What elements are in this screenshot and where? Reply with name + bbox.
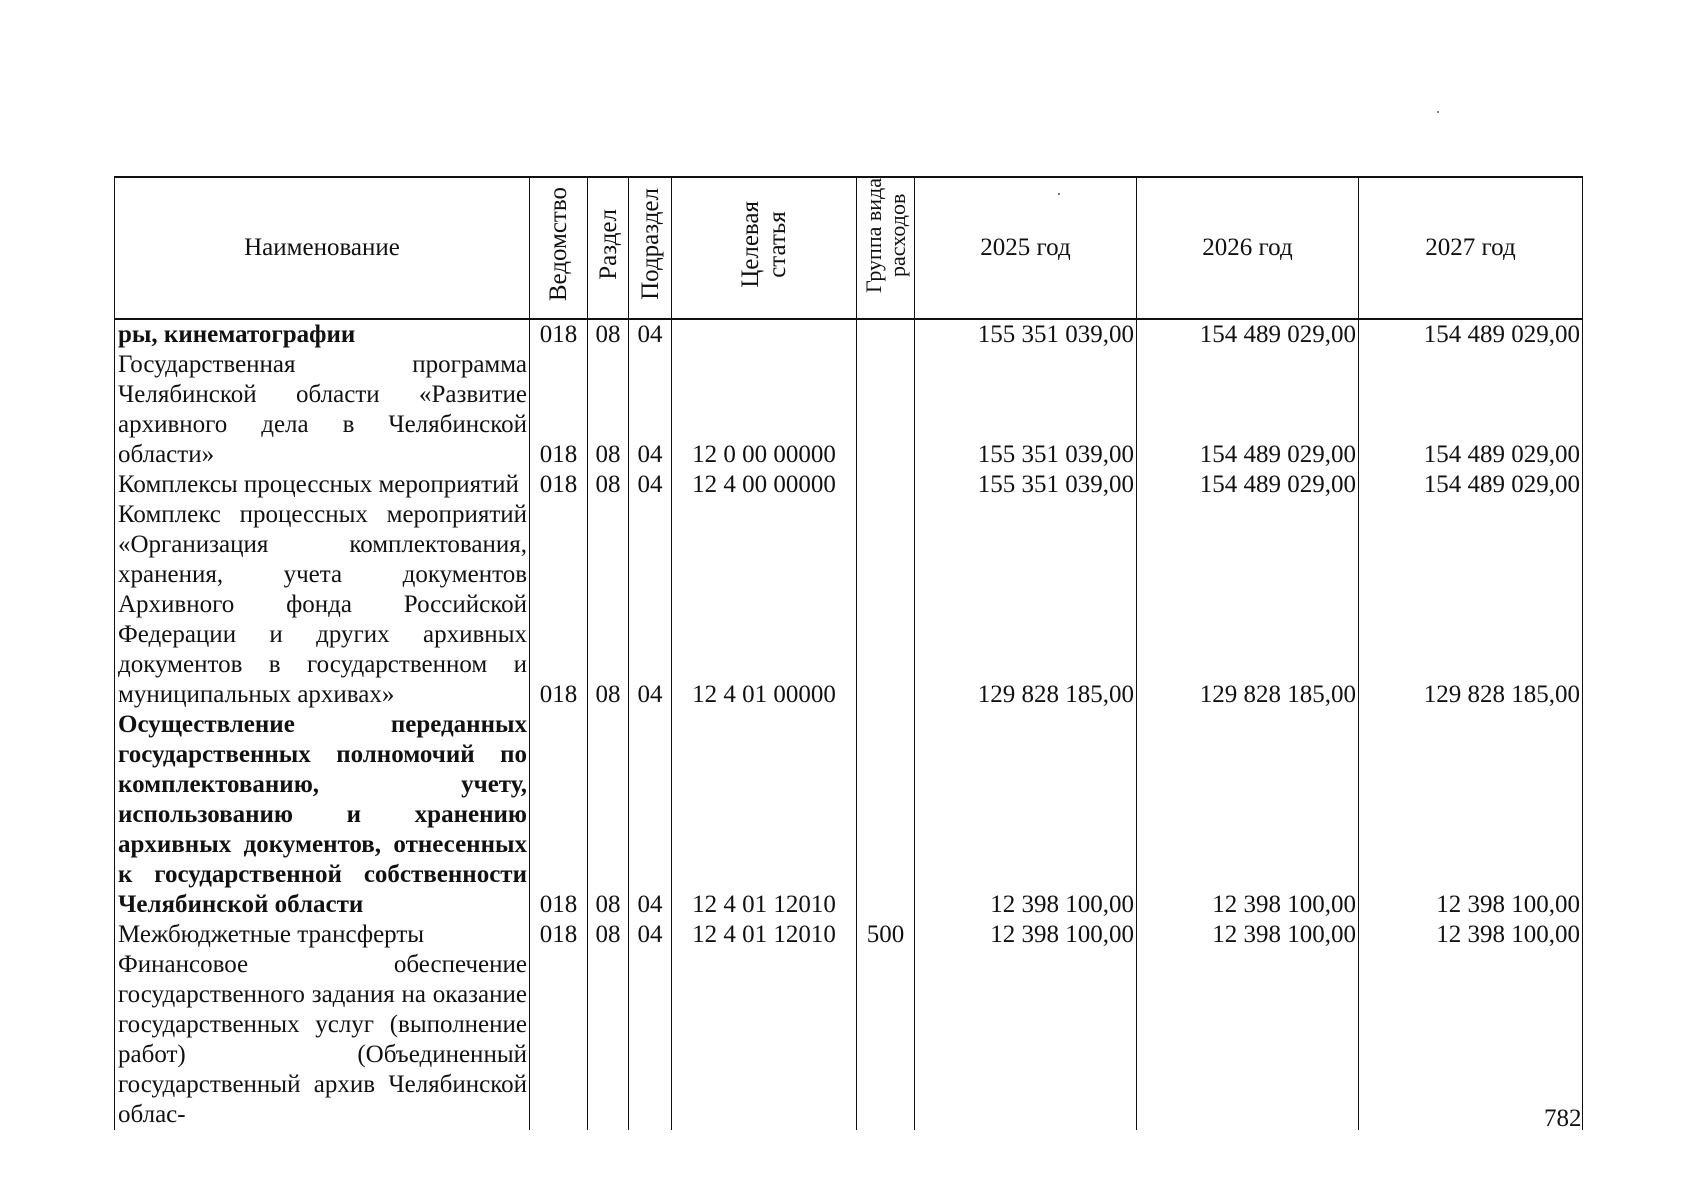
row-name: Осуществление переданных государственных полномочий по комплектованию, учету, использованию и хранению архивных документов, отнесенных к государственной собственности Челябинской области xyxy=(115,710,530,920)
row-2025: 155 351 039,00 xyxy=(915,319,1137,350)
table-row xyxy=(115,920,1583,950)
header-2027: 2027 год xyxy=(1359,177,1583,319)
row-2026: 154 489 029,00 xyxy=(1137,470,1359,500)
row-2026 xyxy=(1137,950,1359,1130)
table-row xyxy=(115,350,1583,470)
row-vedomstvo: 018 xyxy=(530,470,588,500)
row-podrazdel: 04 xyxy=(629,500,672,710)
row-podrazdel xyxy=(629,950,672,1130)
row-podrazdel: 04 xyxy=(629,319,672,350)
row-gruppa xyxy=(857,350,915,470)
row-gruppa xyxy=(857,500,915,710)
row-2027: 12 398 100,00 xyxy=(1359,920,1583,950)
row-2025: 12 398 100,00 xyxy=(915,920,1137,950)
table-row xyxy=(115,950,1583,1130)
row-gruppa xyxy=(857,470,915,500)
row-name: Комплексы процессных мероприятий xyxy=(115,470,530,500)
header-vedomstvo: Ведомство xyxy=(530,177,588,319)
row-gruppa xyxy=(857,950,915,1130)
row-podrazdel: 04 xyxy=(629,350,672,470)
row-2026: 12 398 100,00 xyxy=(1137,710,1359,920)
table-row xyxy=(115,500,1583,710)
row-2026: 129 828 185,00 xyxy=(1137,500,1359,710)
row-vedomstvo xyxy=(530,950,588,1130)
row-podrazdel: 04 xyxy=(629,470,672,500)
row-2025 xyxy=(915,950,1137,1130)
row-2027: 129 828 185,00 xyxy=(1359,500,1583,710)
row-2025: 12 398 100,00 xyxy=(915,710,1137,920)
row-2027: 154 489 029,00 xyxy=(1359,470,1583,500)
header-razdel: Раздел xyxy=(588,177,629,319)
row-celevaya-statya: 12 4 01 12010 xyxy=(672,710,857,920)
row-celevaya-statya: 12 4 00 00000 xyxy=(672,470,857,500)
row-vedomstvo: 018 xyxy=(530,350,588,470)
row-2027: 154 489 029,00 xyxy=(1359,350,1583,470)
header-2026: 2026 год xyxy=(1137,177,1359,319)
row-name: ры, кинематографии xyxy=(115,319,530,350)
table-row xyxy=(115,470,1583,500)
table-row xyxy=(115,710,1583,920)
row-vedomstvo: 018 xyxy=(530,710,588,920)
row-podrazdel: 04 xyxy=(629,710,672,920)
row-2025: 155 351 039,00 xyxy=(915,350,1137,470)
row-vedomstvo: 018 xyxy=(530,500,588,710)
row-gruppa xyxy=(857,319,915,350)
header-celevaya-statya: Целевая статья xyxy=(672,177,857,319)
row-gruppa xyxy=(857,710,915,920)
row-celevaya-statya: 12 4 01 12010 xyxy=(672,920,857,950)
row-celevaya-statya xyxy=(672,319,857,350)
row-vedomstvo: 018 xyxy=(530,920,588,950)
row-2026: 154 489 029,00 xyxy=(1137,350,1359,470)
row-name: Межбюджетные трансферты xyxy=(115,920,530,950)
row-name: Комплекс процессных мероприятий «Организация комплектования, хранения, учета документов Архивного фонда Российской Федерации и других архивных документов в государственном и муниципальных архивах» xyxy=(115,500,530,710)
row-celevaya-statya: 12 4 01 00000 xyxy=(672,500,857,710)
row-razdel: 08 xyxy=(588,470,629,500)
header-name: Наименование xyxy=(115,177,530,319)
table-row xyxy=(115,319,1583,350)
budget-table xyxy=(114,176,1583,1130)
row-2025: 129 828 185,00 xyxy=(915,500,1137,710)
row-2025: 155 351 039,00 xyxy=(915,470,1137,500)
row-razdel: 08 xyxy=(588,710,629,920)
header-podrazdel: Подраздел xyxy=(629,177,672,319)
row-vedomstvo: 018 xyxy=(530,319,588,350)
scan-speck xyxy=(1058,193,1060,195)
row-razdel: 08 xyxy=(588,350,629,470)
scan-speck xyxy=(1437,111,1439,113)
row-gruppa: 500 xyxy=(857,920,915,950)
header-gruppa-vida-rashodov: Группа вида расходов xyxy=(857,177,915,319)
header-2025: 2025 год xyxy=(915,177,1137,319)
row-razdel: 08 xyxy=(588,920,629,950)
row-2027: 12 398 100,00 xyxy=(1359,710,1583,920)
row-name: Государственная программа Челябинской области «Развитие архивного дела в Челябинской области» xyxy=(115,350,530,470)
row-2027 xyxy=(1359,950,1583,1130)
row-razdel xyxy=(588,950,629,1130)
row-2026: 154 489 029,00 xyxy=(1137,319,1359,350)
row-celevaya-statya xyxy=(672,950,857,1130)
row-2027: 154 489 029,00 xyxy=(1359,319,1583,350)
row-name: Финансовое обеспечение государственного задания на оказание государственных услуг (выполнение работ) (Объединенный государственный архив Челябинской облас- xyxy=(115,950,530,1130)
row-celevaya-statya: 12 0 00 00000 xyxy=(672,350,857,470)
row-razdel: 08 xyxy=(588,319,629,350)
row-2026: 12 398 100,00 xyxy=(1137,920,1359,950)
row-podrazdel: 04 xyxy=(629,920,672,950)
row-razdel: 08 xyxy=(588,500,629,710)
page-number: 782 xyxy=(1544,1105,1582,1132)
table-header-row xyxy=(115,177,1583,319)
